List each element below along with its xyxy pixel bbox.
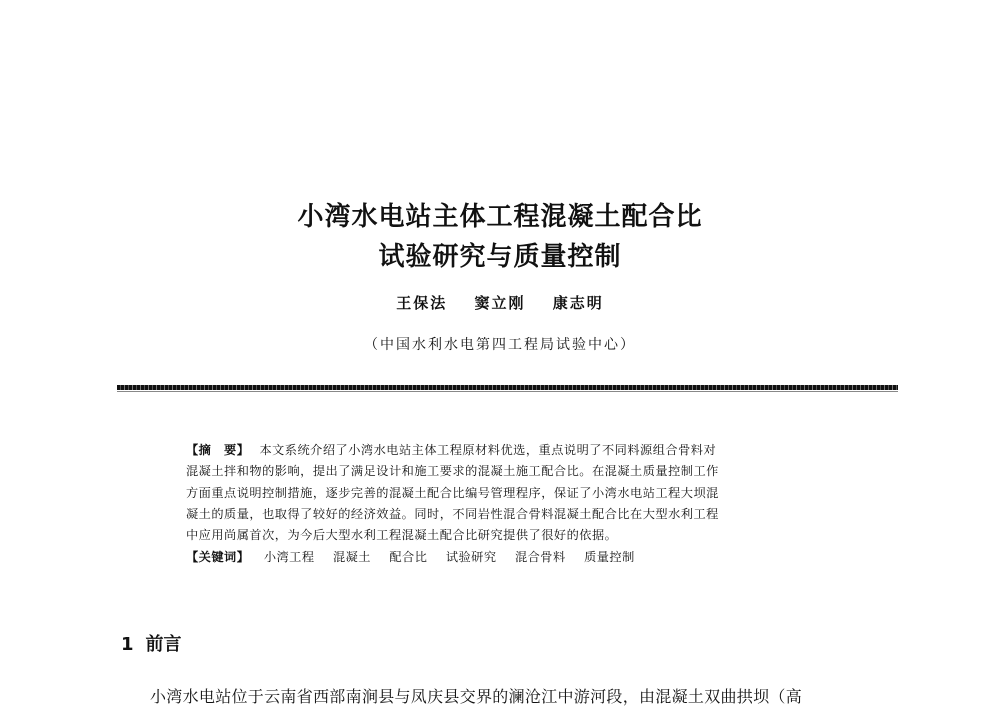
keyword: 混凝土 — [332, 550, 371, 565]
keyword: 小湾工程 — [263, 550, 315, 565]
author-name: 王保法 — [396, 294, 448, 312]
section-title: 前言 — [145, 634, 182, 655]
keywords-label: 【关键词】 — [186, 550, 250, 565]
author-name: 窦立刚 — [474, 294, 526, 312]
affiliation: （中国水利水电第四工程局试验中心） — [364, 337, 636, 353]
author-list — [0, 292, 1000, 313]
keyword: 配合比 — [389, 550, 428, 565]
abstract-line — [186, 440, 836, 461]
paper-title-line-2: 试验研究与质量控制 — [378, 242, 622, 272]
section-number: 1 — [121, 634, 134, 655]
abstract-text: 本文系统介绍了小湾水电站主体工程原材料优选，重点说明了不同料源组合骨料对 — [259, 443, 717, 457]
abstract-line: 中应用尚属首次，为今后大型水利工程混凝土配合比研究提供了很好的依据。 — [186, 528, 618, 543]
keyword: 混合骨料 — [514, 550, 566, 565]
abstract-block — [186, 440, 836, 569]
abstract-line: 方面重点说明控制措施，逐步完善的混凝土配合比编号管理程序，保证了小湾水电站工程大坝混 — [186, 485, 719, 500]
body-paragraph-line: 小湾水电站位于云南省西部南涧县与凤庆县交界的澜沧江中游河段，由混凝土双曲拱坝（高 — [150, 687, 803, 706]
paper-title-line-1: 小湾水电站主体工程混凝土配合比 — [297, 202, 703, 232]
abstract-line: 混凝土拌和物的影响，提出了满足设计和施工要求的混凝土施工配合比。在混凝土质量控制工作 — [186, 464, 719, 479]
keyword: 试验研究 — [445, 550, 497, 565]
section-heading — [121, 630, 182, 656]
abstract-line: 凝土的质量，也取得了较好的经济效益。同时，不同岩性混合骨料混凝土配合比在大型水利工程 — [186, 506, 719, 521]
author-name: 康志明 — [552, 294, 604, 312]
header-divider-thin — [117, 391, 898, 392]
keywords-row — [186, 547, 836, 568]
abstract-label: 【摘 要】 — [186, 443, 250, 457]
header-divider — [117, 385, 898, 390]
keyword: 质量控制 — [584, 550, 635, 565]
